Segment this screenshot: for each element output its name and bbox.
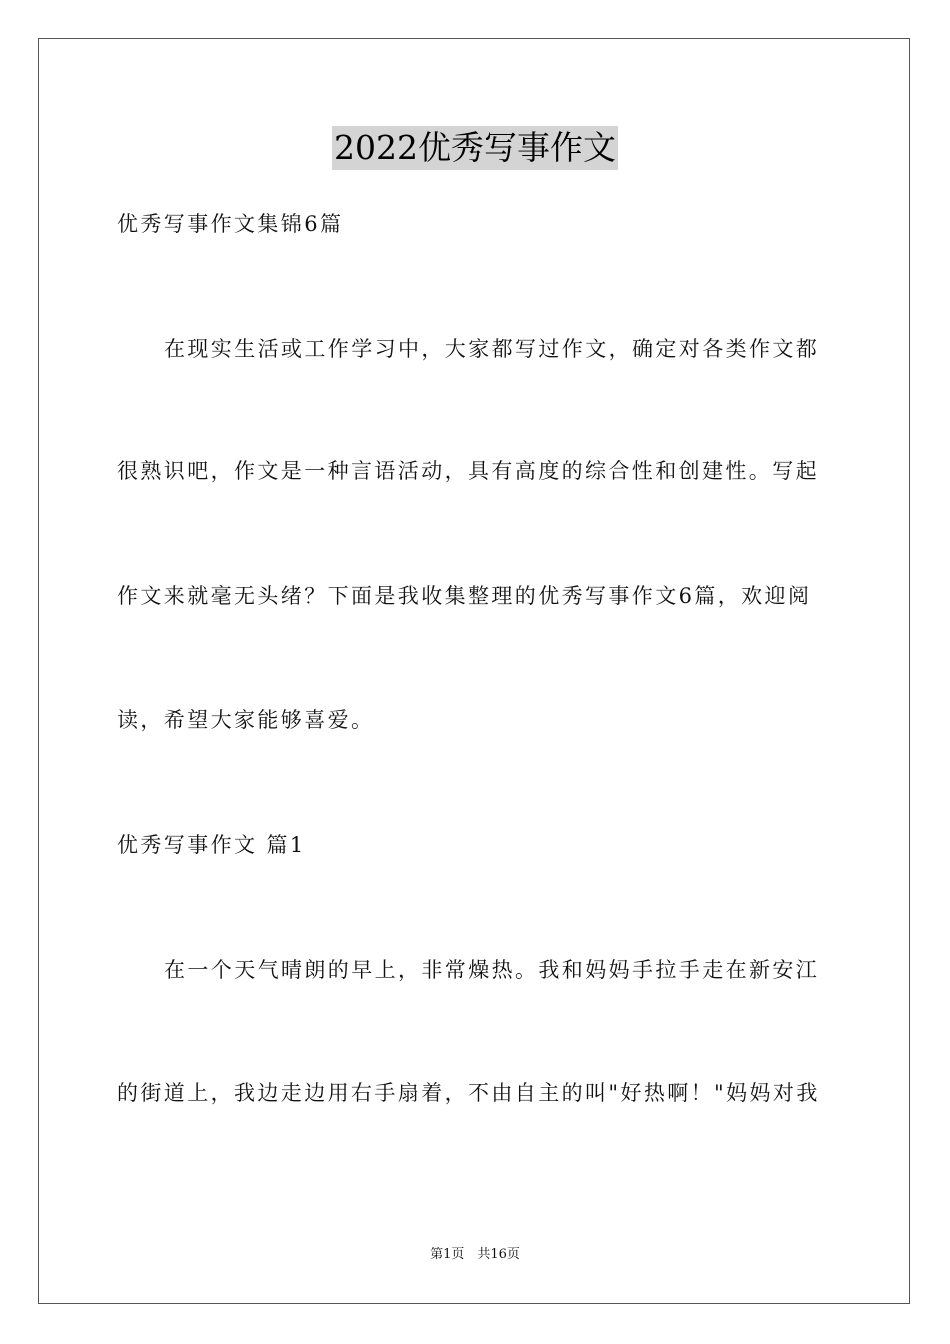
paragraph-line: 在现实生活或工作学习中，大家都写过作文，确定对各类作文都 bbox=[164, 337, 820, 361]
section-line: 在一个天气晴朗的早上，非常燥热。我和妈妈手拉手走在新安江 bbox=[164, 958, 820, 982]
paragraph-line: 作文来就毫无头绪？下面是我收集整理的优秀写事作文6篇，欢迎阅 bbox=[117, 584, 812, 608]
title-container bbox=[0, 126, 950, 170]
document-title: 2022优秀写事作文 bbox=[332, 126, 618, 170]
paragraph-line: 读，希望大家能够喜爱。 bbox=[117, 708, 375, 732]
document-subtitle: 优秀写事作文集锦6篇 bbox=[117, 212, 344, 236]
section-heading: 优秀写事作文 篇1 bbox=[117, 833, 306, 857]
page-footer: 第1页 共16页 bbox=[430, 1247, 520, 1262]
section-line: 的街道上，我边走边用右手扇着，不由自主的叫"好热啊！"妈妈对我 bbox=[117, 1081, 820, 1105]
paragraph-line: 很熟识吧，作文是一种言语活动，具有高度的综合性和创建性。写起 bbox=[117, 459, 819, 483]
